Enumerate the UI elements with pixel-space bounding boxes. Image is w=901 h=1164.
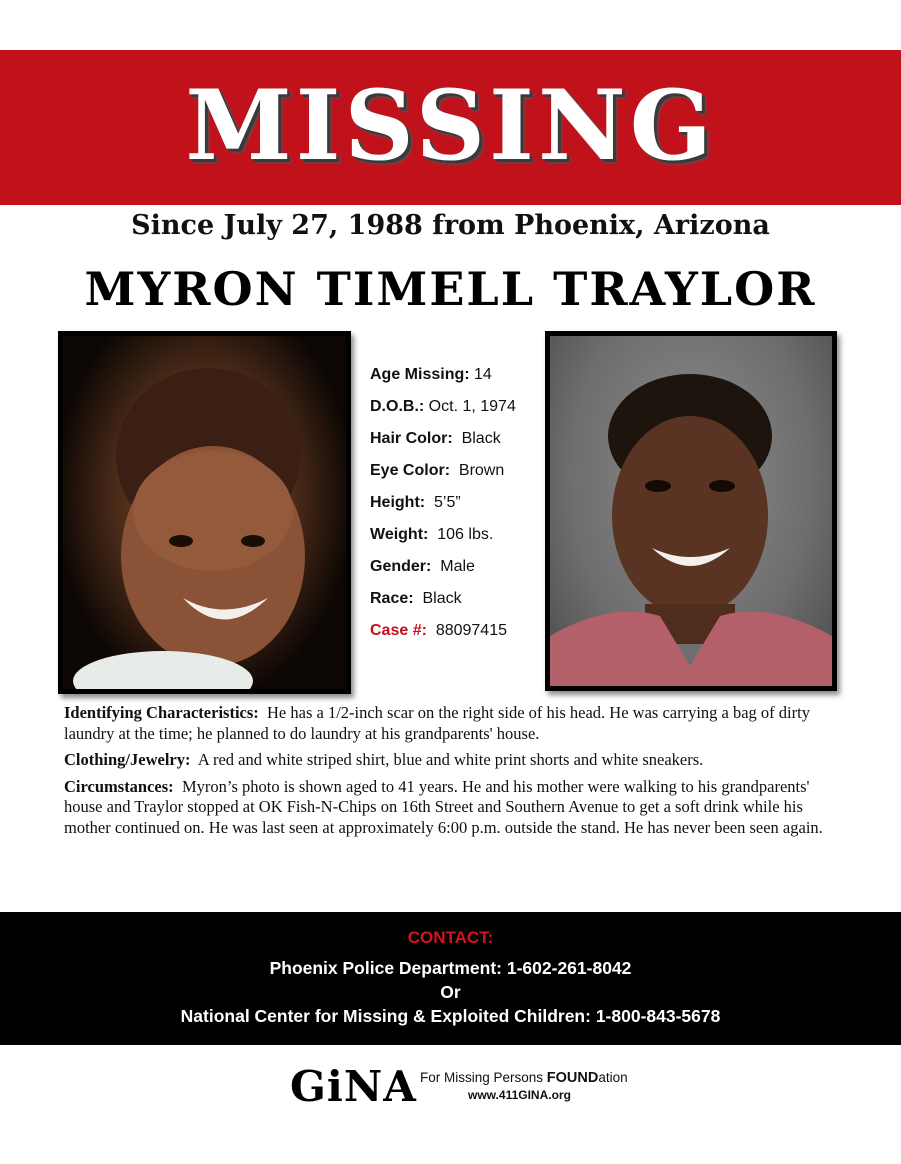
age-progressed-photo-image <box>550 336 832 686</box>
gina-url[interactable]: www.411GINA.org <box>468 1088 571 1102</box>
contact-phoenix-police: Phoenix Police Department: 1-602-261-8042 <box>269 958 632 978</box>
clothing-jewelry <box>64 750 844 771</box>
contact-or: Or <box>440 982 461 1002</box>
tagline-suffix: ation <box>598 1070 628 1085</box>
tagline-prefix: For Missing Persons <box>420 1070 547 1085</box>
gina-logo: GiNA <box>290 1062 417 1111</box>
circumstances-label: Circumstances: <box>64 776 174 796</box>
detail-value: Black <box>461 430 501 447</box>
detail-race <box>370 586 540 618</box>
detail-case-number <box>370 618 540 650</box>
detail-value: Black <box>422 590 462 607</box>
tagline-bold: FOUND <box>546 1070 599 1086</box>
contact-title: CONTACT: <box>407 928 494 947</box>
clothing-text: A red and white striped shirt, blue and white print shorts and white sneakers. <box>197 750 704 769</box>
age-progressed-photo <box>545 331 837 691</box>
identifying-text: He has a 1/2-inch scar on the right side of his head. He was carrying a bag of dirty laundry at the time; he planned to do laundry at his grandparents' house. <box>64 703 810 743</box>
detail-value: 88097415 <box>435 622 507 639</box>
person-name: MYRON TIMELL TRAYLOR <box>84 262 817 316</box>
child-portrait-illustration <box>63 336 346 689</box>
missing-since: Since July 27, 1988 from Phoenix, Arizona <box>131 210 770 241</box>
contact-section <box>0 912 901 1045</box>
detail-age-missing <box>370 362 540 394</box>
banner-title: MISSING <box>185 69 716 182</box>
detail-value: 5’5” <box>434 494 461 511</box>
adult-portrait-illustration <box>550 336 832 686</box>
detail-value: 14 <box>474 366 492 383</box>
detail-hair-color <box>370 426 540 458</box>
missing-banner <box>0 50 901 205</box>
gina-tagline <box>420 1070 628 1086</box>
child-photo <box>58 331 351 694</box>
detail-label: Eye Color: <box>370 462 451 479</box>
detail-value: Brown <box>458 462 505 479</box>
circumstances-text: Myron’s photo is shown aged to 41 years. He and his mother were walking to his grandparents' house and Traylor stopped at OK Fish-N-Chips on 16th Street and Southern Avenue to get a soft drink while his mother continued on. He was last seen at approximately 6:00 p.m. outside the stand. He has never been seen again. <box>64 776 823 837</box>
detail-value: Oct. 1, 1974 <box>428 398 516 415</box>
detail-label: Age Missing: <box>370 366 470 383</box>
detail-eye-color <box>370 458 540 490</box>
detail-value: 106 lbs. <box>437 526 494 543</box>
detail-value: Male <box>440 558 475 575</box>
detail-dob <box>370 394 540 426</box>
detail-weight <box>370 522 540 554</box>
detail-gender <box>370 554 540 586</box>
detail-label: Race: <box>370 590 414 607</box>
description-section <box>64 703 844 844</box>
child-photo-image <box>63 336 346 689</box>
clothing-label: Clothing/Jewelry: <box>64 750 191 769</box>
detail-label: D.O.B.: <box>370 398 425 415</box>
identifying-label: Identifying Characteristics: <box>64 703 259 722</box>
detail-height <box>370 490 540 522</box>
detail-label: Height: <box>370 494 426 511</box>
detail-label: Gender: <box>370 558 432 575</box>
circumstances <box>64 777 844 839</box>
detail-label: Case #: <box>370 622 427 639</box>
identifying-characteristics <box>64 703 844 744</box>
contact-ncmec: National Center for Missing & Exploited Children: 1-800-843-5678 <box>180 1006 721 1026</box>
detail-label: Hair Color: <box>370 430 453 447</box>
detail-label: Weight: <box>370 526 429 543</box>
details-list <box>370 362 540 650</box>
